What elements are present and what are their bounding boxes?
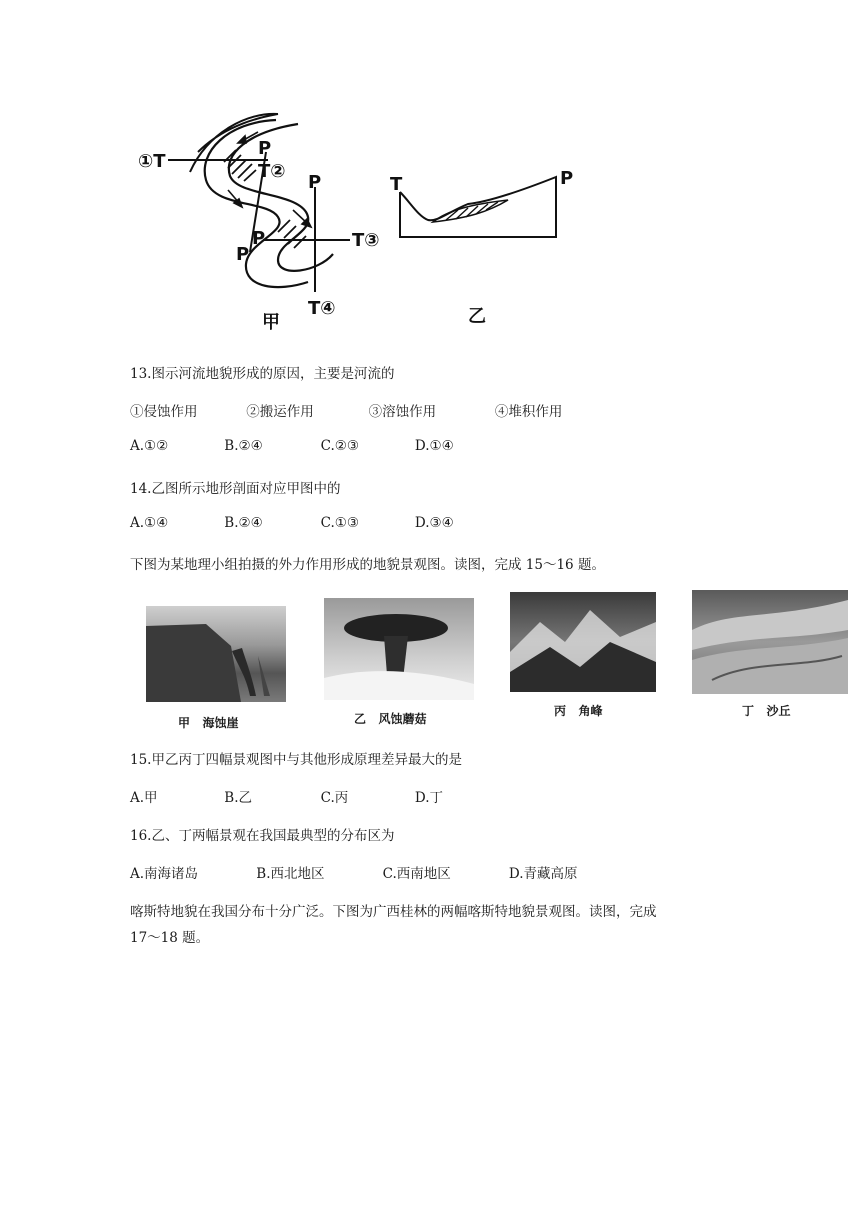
q13-item-1: ①侵蚀作用 [130, 404, 198, 420]
q16-option-a: A.南海诸岛 [130, 866, 199, 882]
photo-horn-peak [510, 592, 658, 716]
q13-item-3: ③溶蚀作用 [368, 404, 437, 420]
q14-option-d: D.③④ [414, 515, 454, 531]
q15-options [130, 786, 443, 806]
photo-sea-cliff [146, 606, 286, 728]
q15-option-a: A.甲 [130, 790, 158, 806]
photo-wind-mushroom-image [324, 598, 474, 700]
q14-option-a: A.①④ [130, 515, 169, 531]
q16-option-c: C.西南地区 [382, 866, 451, 882]
profile-label-p: P [560, 168, 574, 189]
label-p-mid: P [308, 172, 322, 193]
diagram-svg [128, 92, 598, 342]
photo-caption-ding: 丁 沙丘 [742, 704, 791, 718]
q14-option-b: B.②④ [224, 515, 263, 531]
q15-option-b: B.乙 [224, 790, 253, 806]
q13-item-4: ④堆积作用 [494, 404, 563, 420]
q13-items [130, 400, 562, 420]
q15-option-d: D.丁 [414, 790, 444, 806]
photo-sand-dune [692, 590, 850, 716]
photo-sea-cliff-image [146, 606, 286, 702]
profile-outline [400, 177, 556, 237]
label-p-left2: P [236, 244, 250, 265]
q14-option-c: C.①③ [320, 515, 359, 531]
q16-options [130, 862, 578, 882]
q13-option-b: B.②④ [224, 438, 263, 454]
q16-stem: 16.乙、丁两幅景观在我国最典型的分布区为 [130, 828, 395, 844]
photo-caption-yi: 乙 风蚀蘑菇 [354, 712, 427, 726]
q16-option-d: D.青藏高原 [508, 866, 578, 882]
label-t1: ①T [138, 151, 166, 172]
label-p-top: P [258, 138, 272, 159]
river-bank-left [205, 120, 308, 287]
q14-stem: 14.乙图所示地形剖面对应甲图中的 [130, 481, 341, 497]
caption-yi: 乙 [468, 306, 486, 327]
label-p-left: P [252, 228, 266, 249]
q13-item-2: ②搬运作用 [246, 404, 314, 420]
q14-options [130, 515, 454, 531]
intro-17-18-line2: 17～18 题。 [130, 930, 210, 946]
landform-photos [140, 588, 855, 730]
caption-jia: 甲 [262, 312, 280, 333]
photo-horn-peak-image [510, 592, 656, 692]
q13-option-a: A.①② [130, 438, 169, 454]
profile-label-t: T [390, 174, 403, 195]
photo-wind-mushroom [324, 598, 476, 728]
q15-stem: 15.甲乙丙丁四幅景观图中与其他形成原理差异最大的是 [130, 752, 462, 768]
photo-caption-jia: 甲 海蚀崖 [178, 716, 239, 730]
q13-stem: 13.图示河流地貌形成的原因，主要是河流的 [130, 366, 395, 382]
q13-options [130, 438, 454, 454]
intro-17-18-line1: 喀斯特地貌在我国分布十分广泛。下图为广西桂林的两幅喀斯特地貌景观图。读图，完成 [130, 904, 657, 920]
label-t3: T③ [352, 230, 380, 251]
label-t4: T④ [308, 298, 336, 319]
photo-sand-dune-image [692, 590, 848, 694]
q16-option-b: B.西北地区 [256, 866, 325, 882]
river-landform-diagram [128, 92, 598, 342]
photo-caption-bing: 丙 角峰 [554, 704, 603, 718]
q15-option-c: C.丙 [320, 790, 349, 806]
intro-15-16: 下图为某地理小组拍摄的外力作用形成的地貌景观图。读图，完成 15～16 题。 [130, 557, 605, 573]
q13-option-d: D.①④ [414, 438, 454, 454]
q13-option-c: C.②③ [320, 438, 359, 454]
label-t2: T② [258, 161, 286, 182]
